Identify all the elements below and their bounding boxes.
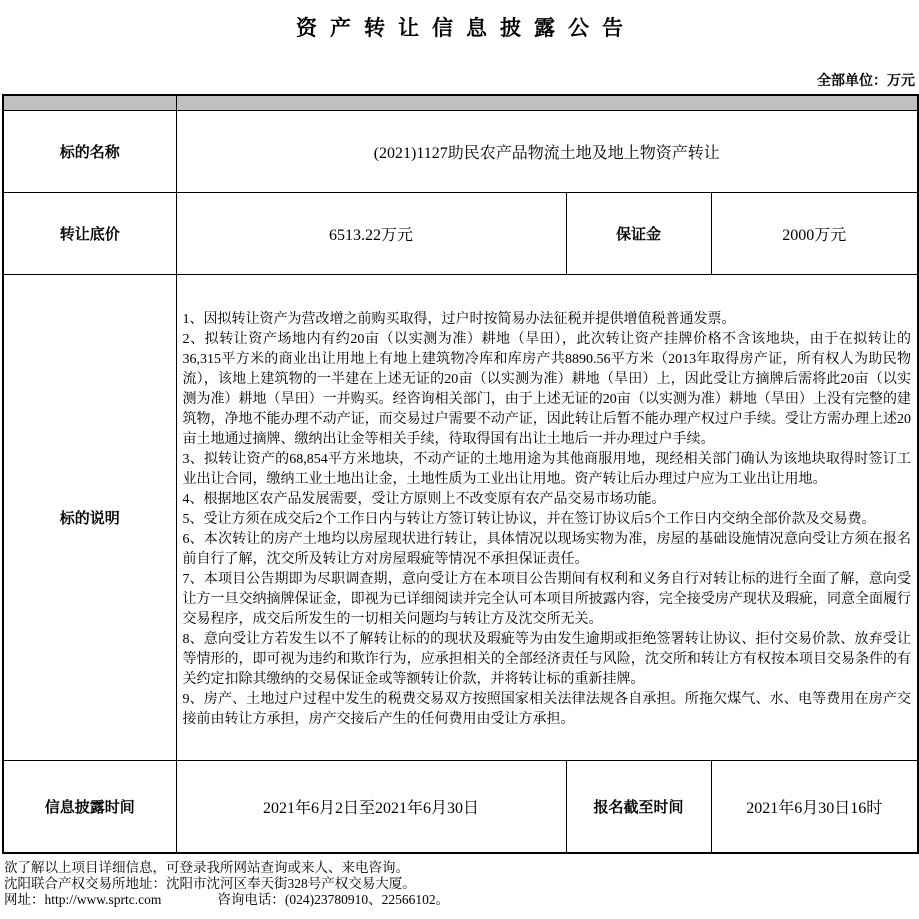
base-price-value: 6513.22万元 — [176, 193, 566, 275]
subject-name-value: (2021)1127助民农产品物流土地及地上物资产转让 — [176, 111, 918, 193]
description-paragraph: 6、本次转让的房产土地均以房屋现状进行转让，具体情况以现场实物为准，房屋的基础设施情况意向受让方须在报名前自行了解，沈交所及转让方对房屋瑕疵等情况不承担保证责任。 — [182, 532, 911, 567]
description-label: 标的说明 — [3, 275, 176, 761]
page-title: 资产转让信息披露公告 — [296, 16, 636, 40]
deposit-value: 2000万元 — [711, 193, 918, 275]
description-paragraph: 7、本项目公告期即为尽职调查期，意向受让方在本项目公告期间有权利和义务自行对转让标的进行全面了解，意向受让方一旦交纳摘牌保证金，即视为已详细阅读并完全认可本项目所披露内容，完全接受房产现状及瑕疵，同意全面履行交易程序，成交后所发生的一切相关问题均与转让方及沈交所无关。 — [182, 572, 911, 627]
base-price-label: 转让底价 — [3, 193, 176, 275]
description-paragraph: 1、因拟转让资产为营改增之前购买取得，过户时按简易办法征税并提供增值税普通发票。 — [182, 312, 736, 327]
description-cell — [176, 275, 918, 761]
announcement-table — [2, 94, 919, 854]
footer-info-line: 欲了解以上项目详细信息，可登录我所网站查询或来人、来电咨询。 — [4, 860, 409, 875]
unit-note: 全部单位：万元 — [817, 74, 915, 89]
disclosure-period-label: 信息披露时间 — [3, 761, 176, 854]
dates-row — [3, 761, 918, 854]
disclosure-period-value: 2021年6月2日至2021年6月30日 — [176, 761, 566, 854]
description-paragraph: 8、意向受让方若发生以不了解转让标的的现状及瑕疵等为由发生逾期或拒绝签署转让协议、拒付交易价款、放弃受让等情形的，即可视为违约和欺诈行为，应承担相关的全部经济责任与风险，沈交所和转让方有权按本项目交易条件的有关约定扣除其缴纳的交易保证金或等额转让价款，并将转让标的重新挂牌。 — [182, 632, 911, 687]
website-label: 网址： — [4, 892, 45, 907]
subject-name-row — [3, 111, 918, 193]
description-text — [177, 305, 918, 730]
header-cell-right — [176, 95, 918, 111]
website-url: http://www.sprtc.com — [44, 892, 162, 907]
description-paragraph: 5、受让方须在成交后2个工作日内与转让方签订转让协议，并在签订协议后5个工作日内交纳全部价款及交易费。 — [182, 512, 876, 527]
description-paragraph: 2、拟转让资产场地内有约20亩（以实测为准）耕地（旱田），此次转让资产挂牌价格不含该地块，由于在拟转让的36,315平方米的商业出让用地上有地上建筑物冷库和库房产共8890.56平方米（2013年取得房产证，所有权人为助民物流），该地上建筑物的一半建在上述无证的20亩（以实测为准）耕地（旱田）上，因此受让方摘牌后需将此20亩（以实测为准）耕地（旱田）一并购买。经咨询相关部门，由于上述无证的20亩（以实测为准）耕地（旱田）上没有完整的建筑物，净地不能办理不动产证，而交易过户需要不动产证，因此转让后暂不能办理产权过户手续。受让方需办理上述20亩土地通过摘牌、缴纳出让金等相关手续，待取得国有出让土地后一并办理过户手续。 — [182, 332, 911, 447]
table-header-row — [3, 95, 918, 111]
description-paragraph: 3、拟转让资产的68,854平方米地块，不动产证的土地用途为其他商服用地，现经相关部门确认为该地块取得时签订工业出让合同，缴纳工业土地出让金，土地性质为工业出让用地。资产转让后办理过户应为工业出让用地。 — [182, 452, 911, 487]
registration-deadline-label: 报名截至时间 — [566, 761, 711, 854]
footer-contact-line — [4, 892, 919, 908]
footer — [4, 860, 919, 908]
phone-numbers: (024)23780910、22566102。 — [284, 892, 450, 907]
phone-label: 咨询电话： — [217, 892, 285, 907]
deposit-label: 保证金 — [566, 193, 711, 275]
description-paragraph: 4、根据地区农产品发展需要，受让方原则上不改变原有农产品交易市场功能。 — [182, 492, 666, 507]
footer-address-line: 沈阳联合产权交易所地址：沈阳市沈河区奉天街328号产权交易大厦。 — [4, 876, 416, 891]
registration-deadline-value: 2021年6月30日16时 — [711, 761, 918, 854]
subject-name-label: 标的名称 — [3, 111, 176, 193]
price-row — [3, 193, 918, 275]
description-paragraph: 9、房产、土地过户过程中发生的税费交易双方按照国家相关法律法规各自承担。所拖欠煤气、水、电等费用在房产交接前由转让方承担，房产交接后产生的任何费用由受让方承担。 — [182, 692, 911, 727]
header-cell-left — [3, 95, 176, 111]
description-row — [3, 275, 918, 761]
